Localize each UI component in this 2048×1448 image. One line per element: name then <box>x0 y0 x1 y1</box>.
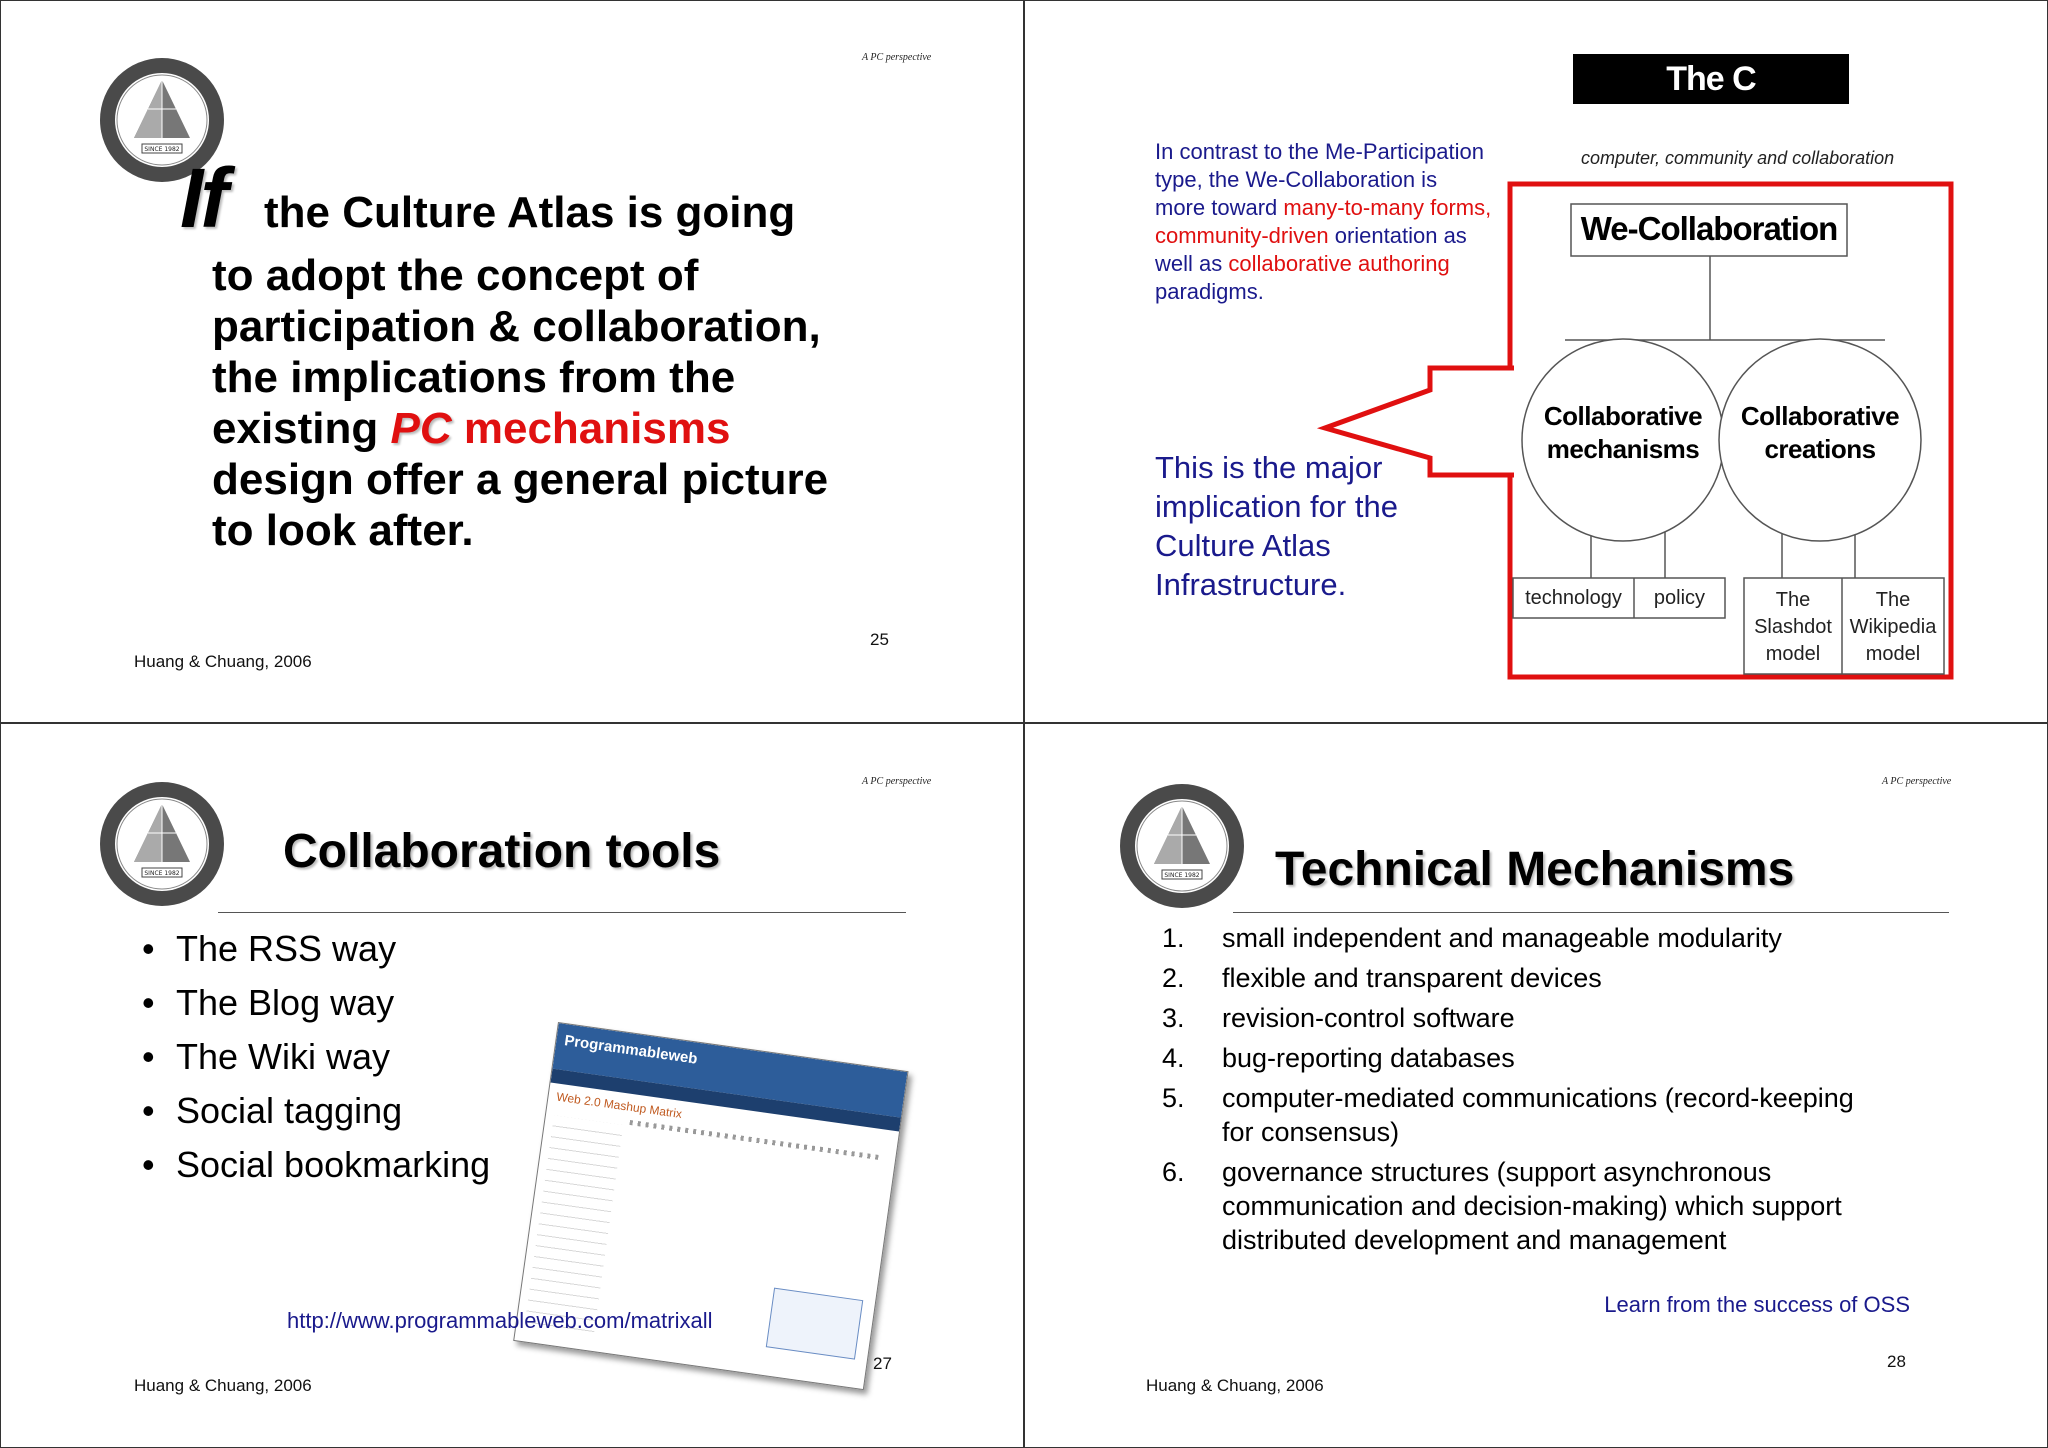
list-item: • The Blog way <box>142 982 395 1023</box>
body-line-1: the Culture Atlas is going <box>264 188 796 237</box>
body-line-7: to look after. <box>212 506 474 555</box>
list-item: • The Wiki way <box>142 1036 391 1077</box>
list-item: 1. small independent and manageable modularity <box>1162 923 1782 953</box>
page-number: 28 <box>1887 1352 1906 1371</box>
footer-credit: Huang & Chuang, 2006 <box>1146 1376 1324 1395</box>
circle-creations-label: Collaborative creations <box>1740 401 1900 464</box>
page-number: 25 <box>870 630 889 649</box>
contrast-paragraph: In contrast to the Me-Participation type, the We-Collaboration is more toward many-to-many forms, community-driven orientation as well as collaborative authoring paradigms. <box>1155 139 1492 304</box>
list-item: • Social tagging <box>142 1090 403 1131</box>
perspective-label: A PC perspective <box>862 52 932 63</box>
svg-text:SINCE 1982: SINCE 1982 <box>144 146 180 153</box>
mechanisms-highlight: mechanisms <box>451 404 731 453</box>
slide-subtitle: computer, community and collaboration <box>1581 148 1895 168</box>
leaf-slashdot: The Slashdot model <box>1754 589 1832 665</box>
body-line-6: design offer a general picture <box>212 455 829 504</box>
implication-paragraph: This is the major implication for the Culture Atlas Infrastructure. <box>1155 450 1398 602</box>
slide-title: Technical Mechanisms <box>1275 843 1795 896</box>
slide-title: Collaboration tools <box>283 825 721 878</box>
body-line-3: participation & collaboration, <box>212 302 821 351</box>
list-item: • Social bookmarking <box>142 1144 491 1185</box>
leaf-wikipedia: The Wikipedia model <box>1849 589 1937 665</box>
list-item: 2. flexible and transparent devices <box>1162 963 1602 993</box>
list-item: • The RSS way <box>142 928 397 969</box>
footer-credit: Huang & Chuang, 2006 <box>134 1376 312 1395</box>
circle-mechanisms-label: Collaborative mechanisms <box>1543 401 1703 464</box>
list-item: 3. revision-control software <box>1162 1003 1515 1033</box>
oss-note: Learn from the success of OSS <box>1604 1292 1910 1317</box>
leaf-technology: technology <box>1525 587 1622 609</box>
page-number: 27 <box>873 1354 892 1373</box>
body-line-2: to adopt the concept of <box>212 251 699 300</box>
leaf-policy: policy <box>1653 587 1706 609</box>
pc-highlight: PC <box>390 404 452 453</box>
perspective-label: A PC perspective <box>862 776 932 787</box>
we-collaboration-label: We-Collaboration <box>1580 210 1838 247</box>
screenshot-brand: Programmableweb <box>563 1032 699 1068</box>
svg-text:SINCE 1982: SINCE 1982 <box>144 870 180 877</box>
body-line-4: the implications from the <box>212 353 736 402</box>
body-line-5: existing PC mechanisms <box>212 404 731 453</box>
perspective-label: A PC perspective <box>1882 776 1952 787</box>
list-item: 4. bug-reporting databases <box>1162 1043 1515 1073</box>
list-item: 5. computer-mediated communications (record-keeping for consensus) <box>1162 1083 1854 1147</box>
screenshot-heading: Web 2.0 Mashup Matrix <box>555 1089 683 1122</box>
programmableweb-link[interactable]: http://www.programmableweb.com/matrixall <box>287 1308 713 1333</box>
big-if: If <box>180 151 226 245</box>
slide-title: The C phenomena <box>1573 54 1849 104</box>
svg-text:SINCE 1982: SINCE 1982 <box>1164 872 1200 879</box>
footer-credit: Huang & Chuang, 2006 <box>134 652 312 671</box>
list-item: 6. governance structures (support asynchronous communication and decision-making) which support distributed development and management <box>1162 1157 1842 1255</box>
